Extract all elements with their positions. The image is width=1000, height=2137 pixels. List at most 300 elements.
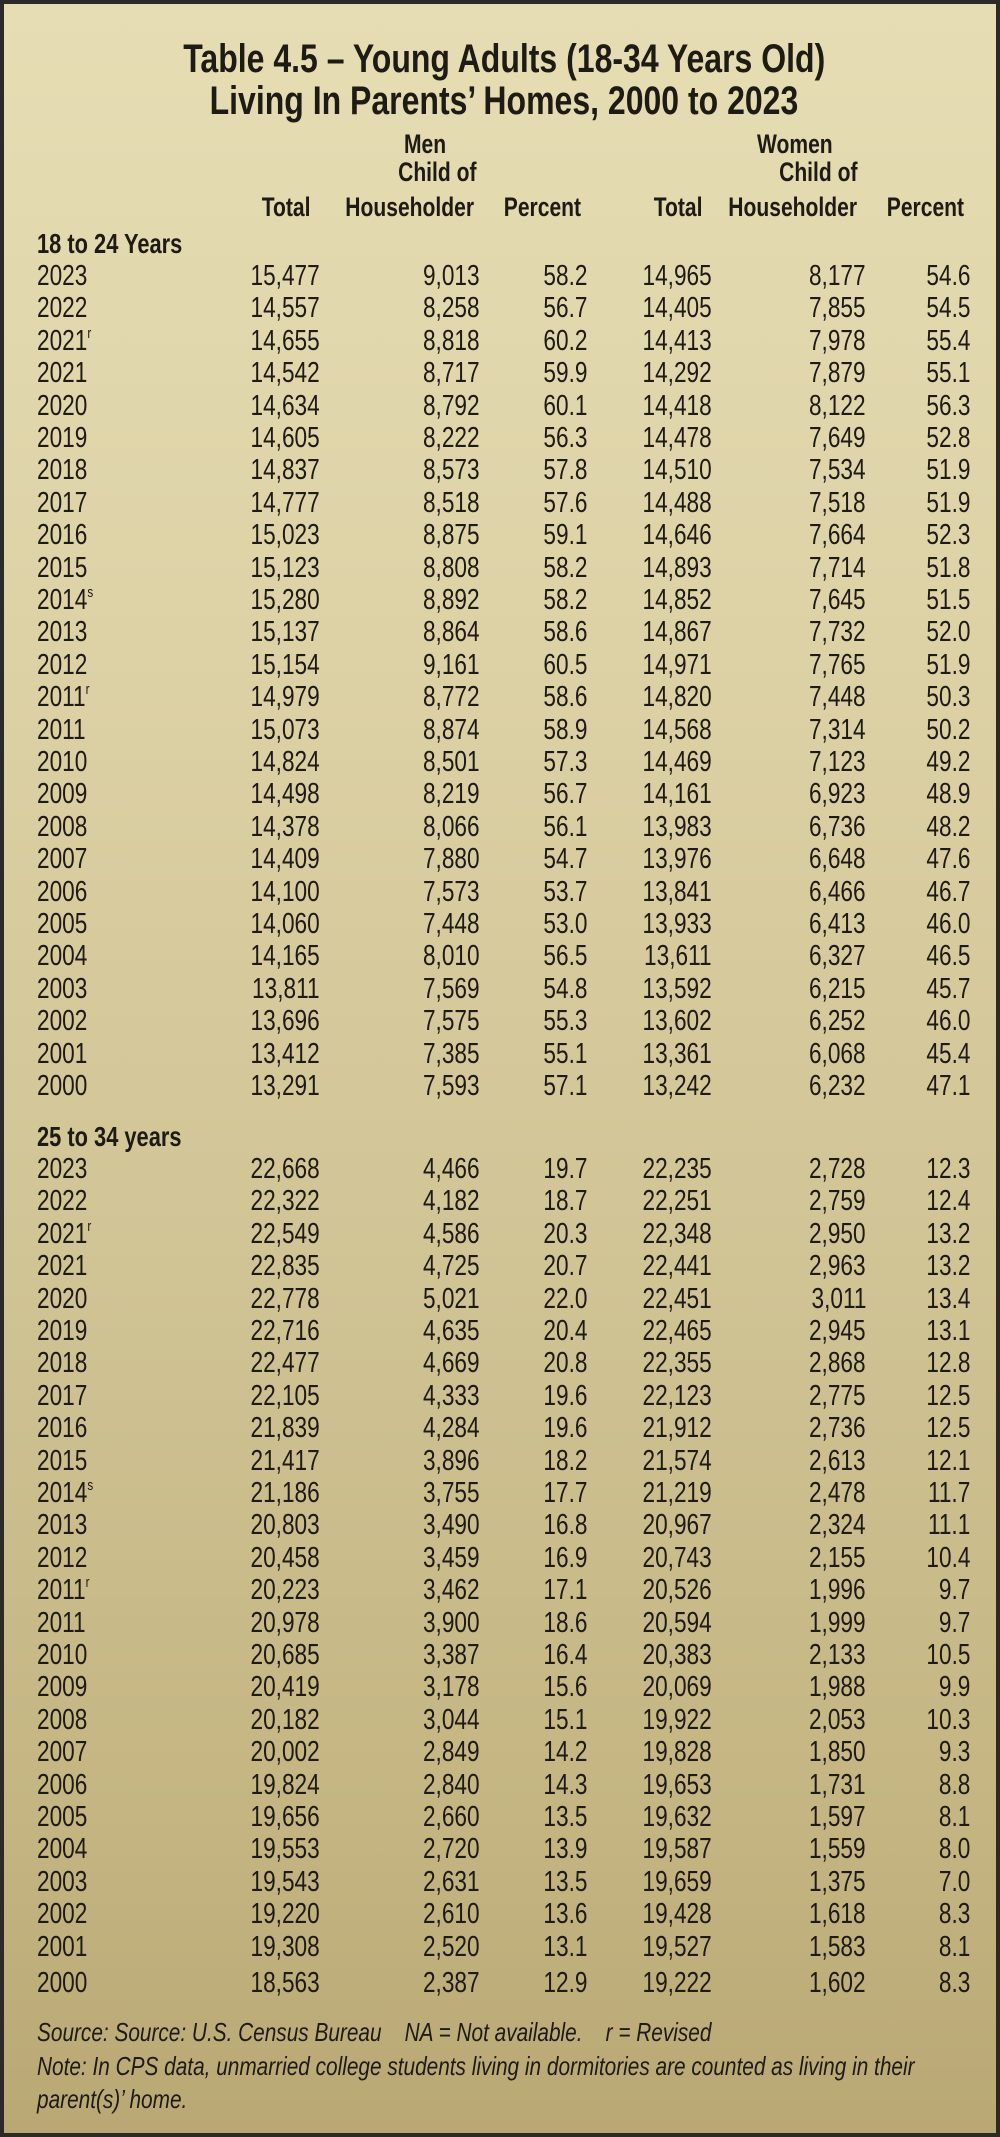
men-child-of-householder-cell: 4,635 — [423, 1315, 480, 1347]
table-row — [4, 487, 1000, 519]
men-percent-header: Percent — [503, 192, 581, 222]
women-percent-cell: 54.6 — [925, 260, 970, 292]
men-total-cell: 20,458 — [250, 1541, 320, 1574]
table-row — [4, 1283, 1000, 1315]
year-cell: 2010 — [37, 746, 88, 778]
women-householder-header: Householder — [728, 192, 857, 222]
men-total-cell: 20,419 — [250, 1671, 320, 1704]
year-footnote-marker: r — [87, 1217, 92, 1235]
women-total-cell: 14,965 — [642, 260, 712, 292]
men-total-cell: 13,696 — [250, 1005, 320, 1038]
year-footnote-marker: s — [87, 1477, 94, 1494]
women-child-of-householder-cell: 1,850 — [809, 1736, 866, 1769]
men-total-cell: 14,979 — [250, 681, 320, 714]
table-row — [4, 454, 1000, 486]
women-total-cell: 22,451 — [642, 1282, 712, 1315]
men-percent-cell: 56.5 — [542, 940, 587, 973]
men-percent-cell: 57.8 — [542, 454, 587, 487]
women-total-cell: 19,222 — [642, 1967, 712, 1999]
men-percent-cell: 57.6 — [542, 486, 587, 519]
year-cell: 2021 — [37, 357, 88, 390]
year-cell: 2014$^s$ — [37, 584, 94, 616]
women-total-cell: 14,478 — [642, 422, 712, 454]
men-percent-cell: 13.5 — [542, 1801, 587, 1833]
table-row — [4, 1445, 1000, 1477]
women-child-of-householder-cell: 7,855 — [809, 292, 866, 325]
year-cell: 2016 — [37, 519, 88, 552]
men-total-cell: 20,685 — [250, 1639, 320, 1671]
year-cell: 2019 — [37, 1315, 88, 1347]
women-total-cell: 14,488 — [642, 486, 712, 519]
year-cell: 2021$^r$ — [37, 324, 92, 357]
men-total-cell: 22,716 — [250, 1315, 320, 1347]
men-percent-cell: 20.3 — [542, 1217, 587, 1250]
women-total-cell: 19,659 — [642, 1865, 712, 1898]
men-percent-cell: 58.6 — [542, 681, 587, 714]
year-cell: 2000 — [37, 1070, 88, 1102]
table-row — [4, 616, 1000, 648]
men-child-of-householder-cell: 7,448 — [423, 908, 480, 940]
men-child-of-householder-cell: 3,387 — [423, 1639, 480, 1671]
table-row — [4, 1412, 1000, 1444]
source-note — [37, 2017, 880, 2047]
women-child-of-householder-cell: 1,996 — [809, 1574, 866, 1607]
table-row — [4, 1704, 1000, 1736]
men-total-cell: 14,634 — [250, 389, 320, 422]
men-child-of-householder-cell: 4,586 — [423, 1217, 480, 1250]
year-cell: 2015 — [37, 551, 88, 584]
table-row — [4, 1218, 1000, 1250]
men-total-cell: 22,477 — [250, 1347, 320, 1380]
women-total-cell: 13,361 — [642, 1037, 712, 1070]
men-child-of-householder-cell: 2,840 — [423, 1768, 480, 1801]
men-total-cell: 21,839 — [250, 1412, 320, 1445]
men-child-of-householder-cell: 3,462 — [423, 1574, 480, 1607]
men-percent-cell: 13.9 — [542, 1833, 587, 1866]
men-total-cell: 15,073 — [250, 713, 320, 746]
women-total-cell: 14,469 — [642, 746, 712, 778]
men-percent-cell: 56.7 — [542, 292, 587, 325]
men-percent-cell: 19.6 — [542, 1379, 587, 1412]
women-total-cell: 19,653 — [642, 1768, 712, 1801]
men-total-cell: 14,557 — [250, 292, 320, 325]
table-row — [4, 1153, 1000, 1185]
men-child-of-householder-cell: 9,161 — [423, 648, 480, 681]
women-total-cell: 14,893 — [642, 551, 712, 584]
women-percent-header: Percent — [886, 192, 964, 222]
women-child-of-householder-cell: 2,945 — [809, 1315, 866, 1347]
men-child-of-householder-cell: 7,880 — [423, 843, 480, 876]
men-total-cell: 22,105 — [250, 1379, 320, 1412]
women-percent-cell: 46.5 — [925, 940, 970, 973]
women-percent-cell: 50.2 — [925, 713, 970, 746]
men-total-cell: 15,023 — [250, 519, 320, 552]
women-percent-cell: 13.2 — [925, 1217, 970, 1250]
women-child-of-householder-cell: 2,478 — [809, 1477, 866, 1509]
women-child-of-householder-cell: 2,053 — [809, 1703, 866, 1736]
men-percent-cell: 53.0 — [542, 908, 587, 940]
men-percent-cell: 20.4 — [542, 1315, 587, 1347]
year-cell: 2001 — [37, 1037, 88, 1070]
men-percent-cell: 58.9 — [542, 713, 587, 746]
women-percent-cell: 48.9 — [925, 778, 970, 811]
men-percent-cell: 60.2 — [542, 324, 587, 357]
men-child-of-householder-cell: 7,573 — [423, 875, 480, 908]
table-row — [4, 584, 1000, 616]
women-total-cell: 22,251 — [642, 1185, 712, 1218]
table-row — [4, 843, 1000, 875]
men-child-of-householder-cell: 3,459 — [423, 1541, 480, 1574]
table-row — [4, 1769, 1000, 1801]
men-percent-cell: 16.4 — [542, 1639, 587, 1671]
women-child-of-householder-cell: 6,736 — [809, 810, 866, 843]
women-percent-cell: 46.0 — [925, 908, 970, 940]
women-child-of-householder-cell: 6,923 — [809, 778, 866, 811]
women-total-cell: 14,418 — [642, 389, 712, 422]
table-row — [4, 325, 1000, 357]
table-row — [4, 422, 1000, 454]
men-total-cell: 15,123 — [250, 551, 320, 584]
men-child-of-householder-cell: 4,725 — [423, 1250, 480, 1283]
women-total-cell: 13,983 — [642, 810, 712, 843]
women-child-of-householder-cell: 6,232 — [809, 1070, 866, 1102]
women-total-cell: 22,441 — [642, 1250, 712, 1283]
table-row — [4, 1671, 1000, 1703]
men-total-cell: 20,803 — [250, 1509, 320, 1542]
table-row — [4, 1005, 1000, 1037]
table-row — [4, 1250, 1000, 1282]
men-percent-cell: 22.0 — [542, 1282, 587, 1315]
men-percent-cell: 58.2 — [542, 584, 587, 616]
table-row — [4, 973, 1000, 1005]
women-percent-cell: 8.3 — [938, 1898, 970, 1931]
women-total-cell: 20,383 — [642, 1639, 712, 1671]
women-percent-cell: 50.3 — [925, 681, 970, 714]
men-total-cell: 18,563 — [250, 1967, 320, 1999]
table-row — [4, 1866, 1000, 1898]
table-row — [4, 1542, 1000, 1574]
section-header: 25 to 34 years — [37, 1121, 182, 1152]
women-total-cell: 13,841 — [642, 875, 712, 908]
women-child-of-householder-cell: 3,011 — [811, 1282, 866, 1315]
table-row — [4, 811, 1000, 843]
section-header: 18 to 24 Years — [37, 228, 183, 259]
men-child-of-householder-cell: 3,490 — [423, 1509, 480, 1542]
men-child-of-householder-cell: 8,717 — [423, 357, 480, 390]
men-total-cell: 21,417 — [250, 1444, 320, 1477]
women-percent-cell: 7.0 — [938, 1865, 970, 1898]
women-child-of-householder-cell: 1,583 — [809, 1930, 866, 1963]
women-percent-cell: 51.9 — [925, 454, 970, 487]
women-total-cell: 14,413 — [642, 324, 712, 357]
year-cell: 2013 — [37, 1509, 88, 1542]
women-total-header: Total — [653, 192, 702, 222]
women-total-cell: 14,568 — [642, 713, 712, 746]
men-child-of-householder-cell: 8,258 — [423, 292, 480, 325]
women-child-of-householder-cell: 2,950 — [809, 1217, 866, 1250]
women-percent-cell: 45.7 — [925, 972, 970, 1005]
men-percent-cell: 12.9 — [542, 1967, 587, 1999]
men-percent-cell: 13.1 — [542, 1930, 587, 1963]
year-cell: 2005 — [37, 1801, 88, 1833]
table-row — [4, 390, 1000, 422]
women-total-cell: 22,465 — [642, 1315, 712, 1347]
women-percent-cell: 12.3 — [925, 1153, 970, 1185]
table-row — [4, 1315, 1000, 1347]
table-row — [4, 1038, 1000, 1070]
women-child-of-householder-cell: 2,736 — [809, 1412, 866, 1445]
table-row — [4, 1070, 1000, 1102]
men-percent-cell: 59.1 — [542, 519, 587, 552]
men-total-cell: 13,811 — [252, 972, 320, 1005]
women-total-cell: 14,971 — [642, 648, 712, 681]
table-row — [4, 1736, 1000, 1768]
table-row — [4, 1931, 1000, 1963]
men-total-cell: 22,549 — [250, 1217, 320, 1250]
women-percent-cell: 8.0 — [938, 1833, 970, 1866]
women-percent-cell: 10.4 — [925, 1541, 970, 1574]
men-child-of-householder-cell: 3,044 — [423, 1703, 480, 1736]
women-percent-cell: 9.3 — [938, 1736, 970, 1769]
men-percent-cell: 14.3 — [542, 1768, 587, 1801]
table-row — [4, 778, 1000, 810]
women-child-of-householder-cell: 2,868 — [809, 1347, 866, 1380]
table-row — [4, 649, 1000, 681]
year-cell: 2002 — [37, 1005, 88, 1038]
men-percent-cell: 19.6 — [542, 1412, 587, 1445]
year-footnote-marker: r — [87, 324, 92, 342]
table-row — [4, 357, 1000, 389]
men-child-of-householder-cell: 3,755 — [423, 1477, 480, 1509]
women-percent-cell: 12.5 — [925, 1412, 970, 1445]
women-total-cell: 14,161 — [642, 778, 712, 811]
men-total-cell: 22,668 — [250, 1153, 320, 1185]
table-row — [4, 714, 1000, 746]
table-row — [4, 1801, 1000, 1833]
men-child-of-householder-cell: 8,222 — [423, 422, 480, 454]
women-percent-cell: 10.3 — [925, 1703, 970, 1736]
women-percent-cell: 52.8 — [925, 422, 970, 454]
men-child-of-householder-cell: 9,013 — [423, 260, 480, 292]
year-cell: 2011 — [37, 713, 86, 746]
men-percent-cell: 56.1 — [542, 810, 587, 843]
year-cell: 2018 — [37, 454, 88, 487]
table-row — [4, 1639, 1000, 1671]
year-cell: 2010 — [37, 1639, 88, 1671]
note-line-1: Note: In CPS data, unmarried college students living in dormitories are counted as living in their — [37, 2051, 915, 2081]
men-child-of-householder-cell: 8,518 — [423, 486, 480, 519]
women-total-cell: 13,602 — [642, 1005, 712, 1038]
men-total-cell: 22,322 — [250, 1185, 320, 1218]
women-child-of-householder-cell: 2,155 — [809, 1541, 866, 1574]
men-child-of-householder-cell: 4,333 — [423, 1379, 480, 1412]
women-child-of-householder-cell: 8,122 — [809, 389, 866, 422]
men-percent-cell: 16.8 — [542, 1509, 587, 1542]
men-child-of-householder-cell: 4,182 — [423, 1185, 480, 1218]
men-child-of-householder-cell: 8,066 — [423, 810, 480, 843]
year-cell: 2009 — [37, 1671, 88, 1704]
men-child-of-householder-cell: 5,021 — [423, 1282, 480, 1315]
year-footnote-marker: s — [87, 584, 94, 601]
women-child-of-householder-cell: 7,714 — [809, 551, 866, 584]
women-child-of-householder-cell: 6,327 — [809, 940, 866, 973]
women-percent-cell: 51.5 — [925, 584, 970, 616]
men-percent-cell: 54.7 — [542, 843, 587, 876]
women-percent-cell: 46.0 — [925, 1005, 970, 1038]
men-child-of-householder-cell: 7,569 — [423, 972, 480, 1005]
men-total-cell: 19,824 — [250, 1768, 320, 1801]
men-total-cell: 14,655 — [250, 324, 320, 357]
women-total-cell: 13,242 — [642, 1070, 712, 1102]
women-percent-cell: 11.1 — [927, 1509, 970, 1542]
men-total-cell: 14,777 — [250, 486, 320, 519]
women-total-cell: 13,976 — [642, 843, 712, 876]
women-child-of-householder-cell: 1,999 — [809, 1606, 866, 1639]
year-cell: 2006 — [37, 875, 88, 908]
men-total-cell: 15,280 — [250, 584, 320, 616]
na-legend: NA = Not available. — [404, 2017, 583, 2047]
men-total-cell: 15,477 — [250, 260, 320, 292]
table-row — [4, 908, 1000, 940]
men-percent-cell: 58.2 — [542, 551, 587, 584]
men-total-cell: 14,165 — [250, 940, 320, 973]
table-row — [4, 1898, 1000, 1930]
men-child-of-householder-cell: 4,466 — [423, 1153, 480, 1185]
men-total-cell: 14,824 — [250, 746, 320, 778]
women-percent-cell: 55.1 — [925, 357, 970, 390]
year-cell: 2011 — [37, 1606, 86, 1639]
women-total-cell: 22,355 — [642, 1347, 712, 1380]
men-child-of-householder-cell: 2,849 — [423, 1736, 480, 1769]
women-group-header: Women — [757, 129, 833, 159]
men-total-cell: 19,553 — [250, 1833, 320, 1866]
men-percent-cell: 20.7 — [542, 1250, 587, 1283]
women-percent-cell: 13.1 — [925, 1315, 970, 1347]
women-percent-cell: 8.1 — [938, 1930, 970, 1963]
men-percent-cell: 59.9 — [542, 357, 587, 390]
women-percent-cell: 12.5 — [925, 1379, 970, 1412]
women-total-cell: 14,820 — [642, 681, 712, 714]
men-child-of-householder-cell: 2,720 — [423, 1833, 480, 1866]
men-percent-cell: 57.3 — [542, 746, 587, 778]
women-child-of-householder-cell: 7,732 — [809, 616, 866, 649]
women-total-cell: 19,428 — [642, 1898, 712, 1931]
men-percent-cell: 60.5 — [542, 648, 587, 681]
men-percent-cell: 13.6 — [542, 1898, 587, 1931]
men-child-of-householder-cell: 4,669 — [423, 1347, 480, 1380]
men-child-of-householder-cell: 8,219 — [423, 778, 480, 811]
men-householder-header: Householder — [345, 192, 474, 222]
year-cell: 2012 — [37, 1541, 88, 1574]
year-cell: 2017 — [37, 1379, 88, 1412]
women-child-of-householder-cell: 6,215 — [809, 972, 866, 1005]
men-percent-cell: 20.8 — [542, 1347, 587, 1380]
men-child-of-householder-cell: 3,178 — [423, 1671, 480, 1704]
women-total-cell: 19,922 — [642, 1703, 712, 1736]
men-child-of-householder-cell: 7,385 — [423, 1037, 480, 1070]
women-total-cell: 20,743 — [642, 1541, 712, 1574]
men-total-cell: 19,543 — [250, 1865, 320, 1898]
women-child-of-householder-cell: 7,448 — [809, 681, 866, 714]
women-total-cell: 13,592 — [642, 972, 712, 1005]
women-total-cell: 19,828 — [642, 1736, 712, 1769]
year-cell: 2020 — [37, 1282, 88, 1315]
table-row — [4, 1509, 1000, 1541]
women-child-of-householder-cell: 7,123 — [809, 746, 866, 778]
women-total-cell: 20,526 — [642, 1574, 712, 1607]
women-total-cell: 20,594 — [642, 1606, 712, 1639]
table-row — [4, 876, 1000, 908]
women-percent-cell: 54.5 — [925, 292, 970, 325]
year-cell: 2007 — [37, 1736, 88, 1769]
men-percent-cell: 60.1 — [542, 389, 587, 422]
table-row — [4, 681, 1000, 713]
women-percent-cell: 56.3 — [925, 389, 970, 422]
women-child-of-householder-cell: 6,648 — [809, 843, 866, 876]
women-total-cell: 21,574 — [642, 1444, 712, 1477]
men-child-of-householder-cell: 8,874 — [423, 713, 480, 746]
men-total-cell: 13,291 — [250, 1070, 320, 1102]
men-percent-cell: 19.7 — [542, 1153, 587, 1185]
men-percent-cell: 17.1 — [542, 1574, 587, 1607]
women-child-of-householder-cell: 1,731 — [809, 1768, 866, 1801]
men-total-cell: 15,154 — [250, 648, 320, 681]
table-row — [4, 1185, 1000, 1217]
men-total-cell: 14,100 — [250, 875, 320, 908]
men-total-cell: 21,186 — [250, 1477, 320, 1509]
women-percent-cell: 11.7 — [927, 1477, 970, 1509]
men-percent-cell: 53.7 — [542, 875, 587, 908]
women-percent-cell: 45.4 — [925, 1037, 970, 1070]
women-percent-cell: 51.9 — [925, 486, 970, 519]
women-percent-cell: 47.6 — [925, 843, 970, 876]
men-percent-cell: 56.3 — [542, 422, 587, 454]
table-row — [4, 519, 1000, 551]
women-total-cell: 19,632 — [642, 1801, 712, 1833]
women-child-of-householder-cell: 6,252 — [809, 1005, 866, 1038]
women-total-cell: 19,587 — [642, 1833, 712, 1866]
women-child-of-householder-cell: 7,664 — [809, 519, 866, 552]
men-percent-cell: 56.7 — [542, 778, 587, 811]
women-percent-cell: 12.8 — [925, 1347, 970, 1380]
year-cell: 2019 — [37, 422, 88, 454]
year-cell: 2008 — [37, 1703, 88, 1736]
men-child-of-householder-cell: 8,573 — [423, 454, 480, 487]
men-percent-cell: 18.6 — [542, 1606, 587, 1639]
women-total-cell: 14,292 — [642, 357, 712, 390]
men-child-of-householder-cell: 7,575 — [423, 1005, 480, 1038]
women-total-cell: 13,611 — [644, 940, 712, 973]
women-percent-cell: 9.9 — [938, 1671, 970, 1704]
year-cell: 2011$^r$ — [37, 1574, 90, 1607]
women-child-of-householder-cell: 7,314 — [809, 713, 866, 746]
table-row — [4, 1574, 1000, 1606]
year-cell: 2001 — [37, 1930, 88, 1963]
men-total-cell: 14,837 — [250, 454, 320, 487]
women-percent-cell: 10.5 — [925, 1639, 970, 1671]
men-total-cell: 20,223 — [250, 1574, 320, 1607]
men-percent-cell: 18.7 — [542, 1185, 587, 1218]
men-total-cell: 15,137 — [250, 616, 320, 649]
men-total-cell: 19,656 — [250, 1801, 320, 1833]
table-row — [4, 292, 1000, 324]
men-child-of-householder-cell: 8,010 — [423, 940, 480, 973]
women-child-of-householder-cell: 2,963 — [809, 1250, 866, 1283]
men-percent-cell: 58.6 — [542, 616, 587, 649]
men-child-of-householder-cell: 8,864 — [423, 616, 480, 649]
women-child-of-householder-cell: 1,559 — [809, 1833, 866, 1866]
women-child-of-householder-cell: 1,375 — [809, 1865, 866, 1898]
